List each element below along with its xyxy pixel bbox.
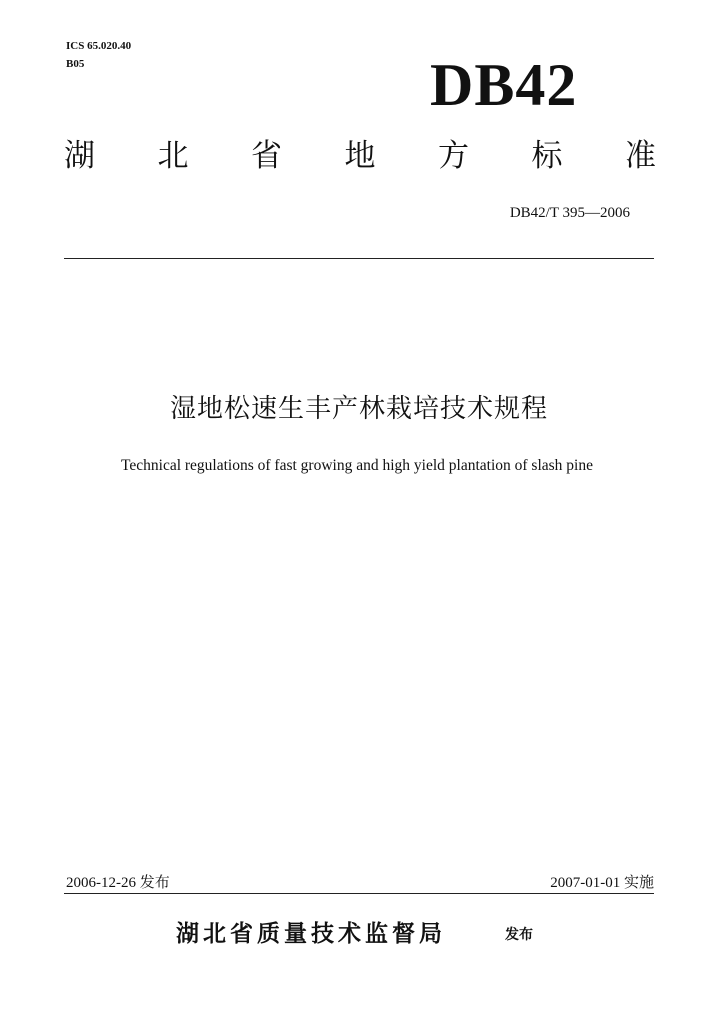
bottom-divider bbox=[64, 893, 654, 894]
standard-type-title bbox=[64, 136, 656, 176]
standard-number: DB42/T 395—2006 bbox=[509, 205, 630, 221]
standard-type-char: 省 bbox=[251, 138, 282, 174]
publisher-suffix: 发布 bbox=[505, 927, 533, 943]
implementation-date: 2007-01-01 实施 bbox=[550, 875, 654, 891]
document-title-english: Technical regulations of fast growing and high yield plantation of slash pine bbox=[121, 457, 593, 474]
standard-type-char: 准 bbox=[625, 138, 656, 174]
top-divider bbox=[64, 258, 654, 259]
standard-type-char: 地 bbox=[344, 138, 376, 174]
standard-type-char: 北 bbox=[157, 138, 189, 174]
standard-type-char: 湖 bbox=[64, 138, 95, 174]
standard-type-char: 方 bbox=[438, 138, 469, 174]
standard-logo: DB42 bbox=[430, 52, 578, 118]
ics-code: ICS 65.020.40 bbox=[66, 40, 132, 52]
ccs-code: B05 bbox=[66, 58, 85, 70]
publisher-name: 湖北省质量技术监督局 bbox=[176, 921, 446, 947]
standard-type-char: 标 bbox=[531, 138, 563, 174]
document-title-chinese: 湿地松速生丰产林栽培技术规程 bbox=[169, 394, 548, 424]
issue-date: 2006-12-26 发布 bbox=[66, 875, 170, 891]
